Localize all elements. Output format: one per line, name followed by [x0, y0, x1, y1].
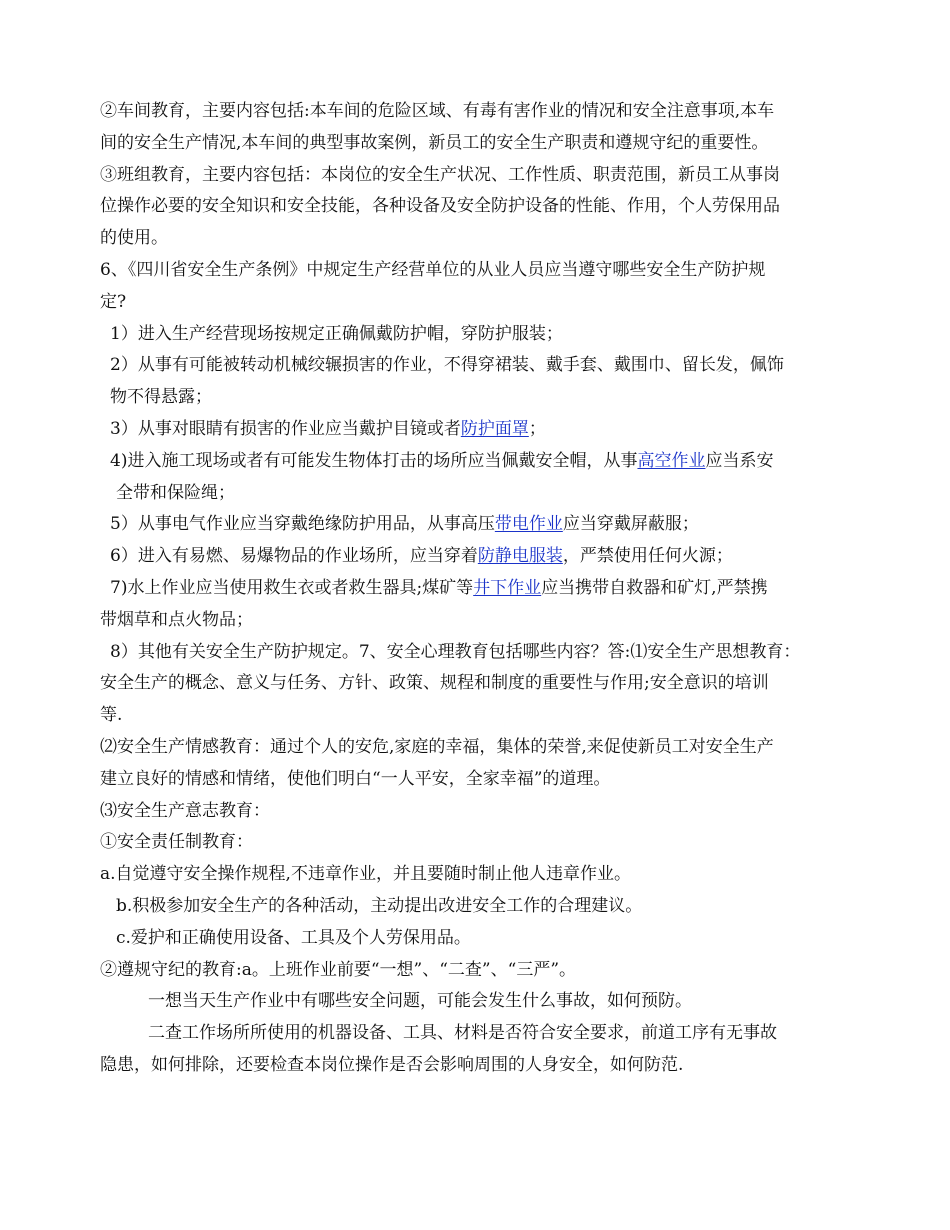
- text-run: 一想当天生产作业中有哪些安全问题，可能会发生什么事故，如何预防。: [148, 991, 692, 1012]
- text-line: [100, 255, 860, 287]
- text-line: [100, 700, 860, 732]
- text-run: 1）进入生产经营现场按规定正确佩戴防护帽，穿防护服装；: [110, 323, 563, 344]
- text-line: [100, 191, 860, 223]
- text-run: 5）从事电气作业应当穿戴绝缘防护用品，从事高压: [110, 514, 495, 535]
- text-run: 7)水上作业应当使用救生衣或者救生器具;煤矿等: [110, 577, 474, 598]
- text-line: [100, 732, 860, 764]
- text-line: [100, 287, 860, 319]
- text-run: 全带和保险绳；: [116, 482, 235, 503]
- text-line: [100, 382, 860, 414]
- text-line: [100, 96, 860, 128]
- text-run: 应当系安: [705, 450, 774, 471]
- text-line: [100, 128, 860, 160]
- text-run: 等.: [100, 705, 123, 726]
- text-run: b.积极参加安全生产的各种活动，主动提出改进安全工作的合理建议。: [116, 895, 643, 916]
- text-line: [100, 764, 860, 796]
- text-line: [100, 891, 860, 923]
- text-line: [100, 446, 860, 478]
- text-line: [100, 668, 860, 700]
- hyperlink[interactable]: 防静电服装: [477, 546, 563, 567]
- text-line: [100, 573, 860, 605]
- text-line: [100, 541, 860, 573]
- text-line: [100, 1018, 860, 1050]
- text-line: [100, 637, 860, 669]
- text-run: 应当携带自救器和矿灯,严禁携: [541, 577, 768, 598]
- text-run: 2）从事有可能被转动机械绞辗损害的作业，不得穿裙装、戴手套、戴围巾、留长发，佩饰: [110, 355, 784, 376]
- text-run: 应当穿戴屏蔽服；: [562, 514, 699, 535]
- text-run: ①安全责任制教育：: [100, 832, 253, 853]
- text-run: 4)进入施工现场或者有可能发生物体打击的场所应当佩戴安全帽，从事: [110, 450, 638, 471]
- text-run: ；: [528, 418, 546, 439]
- text-line: [100, 414, 860, 446]
- text-run: 带烟草和点火物品；: [100, 609, 253, 630]
- hyperlink[interactable]: 防护面罩: [460, 418, 529, 439]
- document-body: [100, 96, 860, 1082]
- text-line: [100, 160, 860, 192]
- hyperlink[interactable]: 井下作业: [473, 577, 542, 598]
- text-line: [100, 605, 860, 637]
- text-line: [100, 955, 860, 987]
- text-run: c.爱护和正确使用设备、工具及个人劳保用品。: [116, 927, 471, 948]
- text-run: ⑶安全生产意志教育：: [100, 800, 270, 821]
- text-run: 8）其他有关安全生产防护规定。7、安全心理教育包括哪些内容？答:⑴安全生产思想教育：: [110, 641, 801, 662]
- text-line: [100, 1050, 860, 1082]
- text-run: ⑵安全生产情感教育：通过个人的安危,家庭的幸福，集体的荣誉,来促使新员工对安全生产: [100, 736, 774, 757]
- text-run: 建立良好的情感和情绪，使他们明白“一人平安，全家幸福”的道理。: [100, 768, 611, 789]
- text-run: 间的安全生产情况,本车间的典型事故案例，新员工的安全生产职责和遵规守纪的重要性。: [100, 132, 769, 153]
- text-run: a.自觉遵守安全操作规程,不违章作业，并且要随时制止他人违章作业。: [100, 864, 631, 885]
- text-line: [100, 350, 860, 382]
- text-line: [100, 478, 860, 510]
- hyperlink[interactable]: 带电作业: [494, 514, 563, 535]
- hyperlink[interactable]: 高空作业: [637, 450, 706, 471]
- text-line: [100, 827, 860, 859]
- text-run: ，严禁使用任何火源；: [562, 546, 733, 567]
- text-line: [100, 319, 860, 351]
- text-run: 定?: [100, 291, 127, 312]
- text-run: 位操作必要的安全知识和安全技能，各种设备及安全防护设备的性能、作用，个人劳保用品: [100, 196, 780, 217]
- text-run: 物不得悬露；: [110, 387, 212, 408]
- text-line: [100, 859, 860, 891]
- text-line: [100, 923, 860, 955]
- text-run: ②遵规守纪的教育:a。上班作业前要“一想”、“二查”、“三严”。: [100, 959, 577, 980]
- text-run: 隐患，如何排除，还要检查本岗位操作是否会影响周围的人身安全，如何防范.: [100, 1054, 684, 1075]
- text-run: 6）进入有易燃、易爆物品的作业场所，应当穿着: [110, 546, 478, 567]
- text-run: 6、《四川省安全生产条例》中规定生产经营单位的从业人员应当遵守哪些安全生产防护规: [100, 259, 766, 280]
- text-run: ③班组教育，主要内容包括：本岗位的安全生产状况、工作性质、职责范围，新员工从事岗: [100, 164, 780, 185]
- text-line: [100, 796, 860, 828]
- text-line: [100, 986, 860, 1018]
- text-run: 的使用。: [100, 228, 168, 249]
- text-run: ②车间教育，主要内容包括:本车间的危险区域、有毒有害作业的情况和安全注意事项,本车: [100, 101, 775, 121]
- text-run: 安全生产的概念、意义与任务、方针、政策、规程和制度的重要性与作用;安全意识的培训: [100, 673, 769, 694]
- text-run: 二查工作场所所使用的机器设备、工具、材料是否符合安全要求，前道工序有无事故: [148, 1023, 777, 1044]
- text-run: 3）从事对眼睛有损害的作业应当戴护目镜或者: [110, 418, 461, 439]
- text-line: [100, 223, 860, 255]
- text-line: [100, 509, 860, 541]
